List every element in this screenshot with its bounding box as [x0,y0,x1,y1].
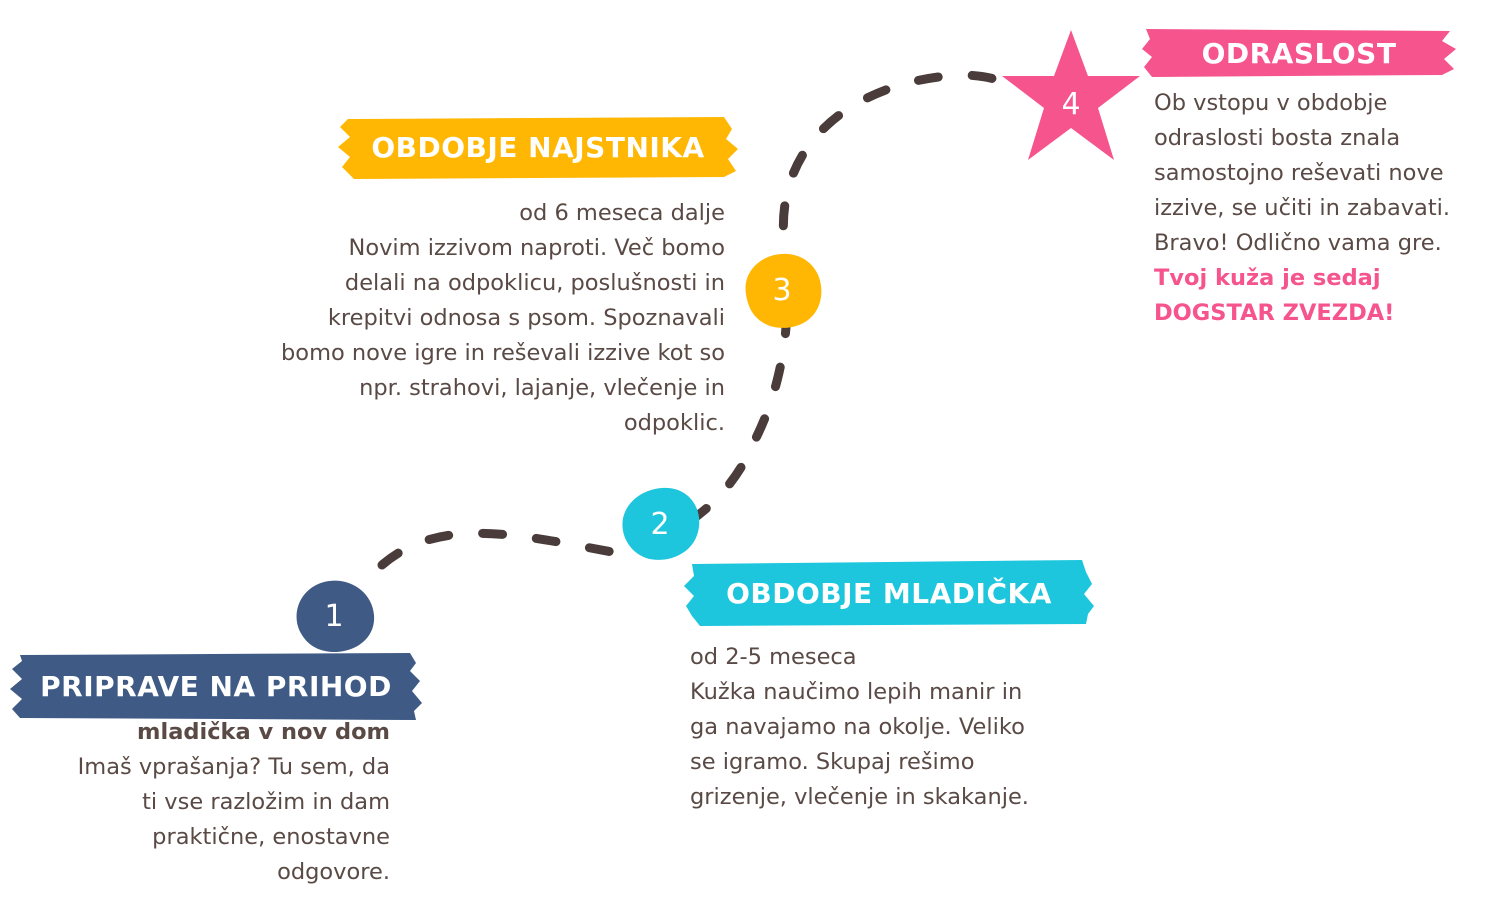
step-2-line: Kužka naučimo lepih manir in [690,679,1023,705]
step-3-marker [740,250,824,330]
step-1-number: 1 [324,598,344,634]
step-2-line: ga navajamo na okolje. Veliko [690,714,1025,740]
step-3-line: Novim izzivom naproti. Več bomo [348,235,725,261]
step-4-line: izzive, se učiti in zabavati. [1154,195,1451,221]
step-1-line: praktične, enostavne [152,824,390,850]
step-1-line: odgovore. [277,859,390,885]
step-3-line: npr. strahovi, lajanje, vlečenje in [359,375,725,401]
step-3-banner [336,115,740,179]
step-3-number: 3 [772,272,792,308]
step-4-banner [1140,27,1458,79]
step-3-description [150,196,725,441]
step-3-title: OBDOBJE NAJSTNIKA [371,130,705,164]
step-4-highlight: DOGSTAR ZVEZDA! [1154,300,1395,326]
step-2-marker [618,484,702,564]
step-3-line: od 6 meseca dalje [519,200,725,226]
step-4-number: 4 [1061,86,1081,122]
step-1-subtitle: mladička v nov dom [137,719,390,745]
step-4-description [1154,86,1494,331]
step-3-line: krepitvi odnosa s psom. Spoznavali [327,305,725,331]
step-1-banner [6,651,426,722]
step-4-star-marker [1000,28,1142,164]
step-3-line: odpoklic. [623,410,725,436]
step-2-number: 2 [650,506,670,542]
step-4-line: Ob vstopu v obdobje [1154,90,1388,116]
step-1-line: Imaš vprašanja? Tu sem, da [77,754,390,780]
step-4-highlight: Tvoj kuža je sedaj [1154,265,1381,291]
step-2-line: grizenje, vlečenje in skakanje. [690,784,1029,810]
step-2-description [690,640,1110,815]
step-4-line: Bravo! Odlično vama gre. [1154,230,1442,256]
step-1-line: ti vse razložim in dam [142,789,390,815]
step-2-line: od 2-5 meseca [690,644,857,670]
step-2-banner [682,558,1096,628]
step-4-title: ODRASLOST [1201,36,1397,70]
step-1-description [10,715,390,890]
step-3-line: delali na odpoklicu, poslušnosti in [344,270,725,296]
step-1-title: PRIPRAVE NA PRIHOD [40,670,392,703]
step-2-title: OBDOBJE MLADIČKA [726,576,1052,610]
step-1-marker [292,577,376,655]
step-3-line: bomo nove igre in reševali izzive kot so [281,340,725,366]
step-4-line: odraslosti bosta znala [1154,125,1401,151]
step-4-line: samostojno reševati nove [1154,160,1444,186]
step-2-line: se igramo. Skupaj rešimo [690,749,975,775]
